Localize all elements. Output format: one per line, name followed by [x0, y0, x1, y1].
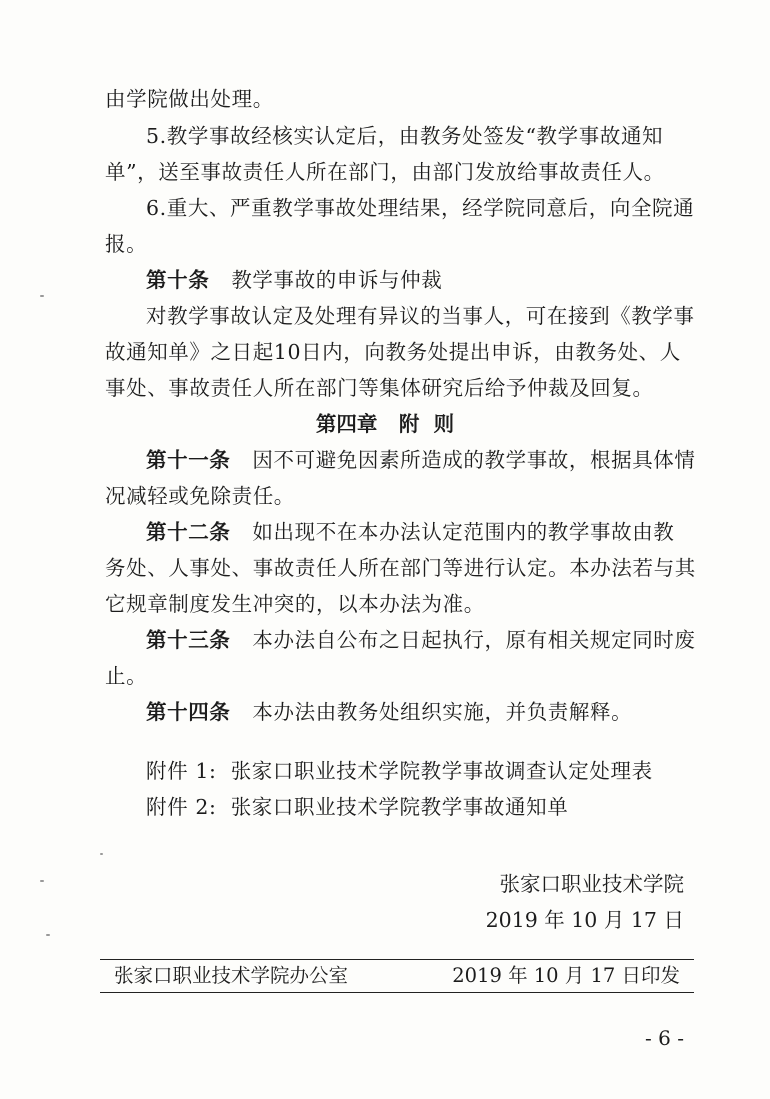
signature-date: 2019 年 10 月 17 日 [485, 908, 684, 932]
article-10-text: 教学事故的申诉与仲裁 [231, 268, 443, 292]
body-line-7: 故通知单》之日起10日内，向教务处提出申诉，由教务处、人 [105, 340, 681, 364]
body-line-10: 务处、人事处、事故责任人所在部门等进行认定。本办法若与其 [105, 556, 696, 580]
body-line-6: 对教学事故认定及处理有异议的当事人，可在接到《教学事 [146, 304, 695, 328]
scan-speck [100, 853, 103, 855]
article-13 [146, 625, 736, 655]
body-line-8: 事处、事故责任人所在部门等集体研究后给予仲裁及回复。 [105, 376, 654, 400]
article-10-label: 第十条 [146, 268, 210, 292]
signature-org: 张家口职业技术学院 [499, 872, 684, 896]
article-13-label: 第十三条 [146, 628, 231, 652]
footer-top-rule [100, 959, 694, 960]
footer-office: 张家口职业技术学院办公室 [114, 964, 349, 987]
body-line-9: 况减轻或免除责任。 [105, 484, 295, 508]
article-12-label: 第十二条 [146, 520, 231, 544]
article-12-text: 如出现不在本办法认定范围内的教学事故由教 [252, 520, 675, 544]
chapter-heading: 第四章 附 则 [315, 412, 455, 436]
article-11-label: 第十一条 [146, 448, 231, 472]
page-number: - 6 - [645, 1026, 684, 1050]
attachment-1: 附件 1: 张家口职业技术学院教学事故调查认定处理表 [146, 759, 653, 783]
footer-issued-date: 2019 年 10 月 17 日印发 [452, 964, 680, 987]
article-13-text: 本办法自公布之日起执行，原有相关规定同时废 [252, 628, 696, 652]
attachment-2: 附件 2: 张家口职业技术学院教学事故通知单 [146, 795, 569, 819]
article-10 [146, 265, 736, 295]
article-14-label: 第十四条 [146, 700, 231, 724]
body-line-1: 由学院做出处理。 [105, 87, 274, 111]
scan-speck [40, 295, 44, 297]
footer-bottom-rule [100, 992, 694, 993]
body-line-4: 6.重大、严重教学事故处理结果，经学院同意后，向全院通 [146, 196, 695, 220]
article-11 [146, 445, 736, 475]
body-line-2: 5.教学事故经核实认定后，由教务处签发“教学事故通知 [146, 124, 664, 148]
scan-speck [46, 934, 50, 936]
body-line-11: 它规章制度发生冲突的，以本办法为准。 [105, 592, 485, 616]
article-12 [146, 517, 736, 547]
body-line-12: 止。 [105, 664, 148, 688]
body-line-5: 报。 [105, 232, 148, 256]
scan-speck [40, 880, 44, 882]
article-11-text: 因不可避免因素所造成的教学事故，根据具体情 [252, 448, 696, 472]
article-14-text: 本办法由教务处组织实施，并负责解释。 [252, 700, 633, 724]
body-line-3: 单”，送至事故责任人所在部门，由部门发放给事故责任人。 [105, 160, 665, 184]
article-14 [146, 697, 736, 727]
